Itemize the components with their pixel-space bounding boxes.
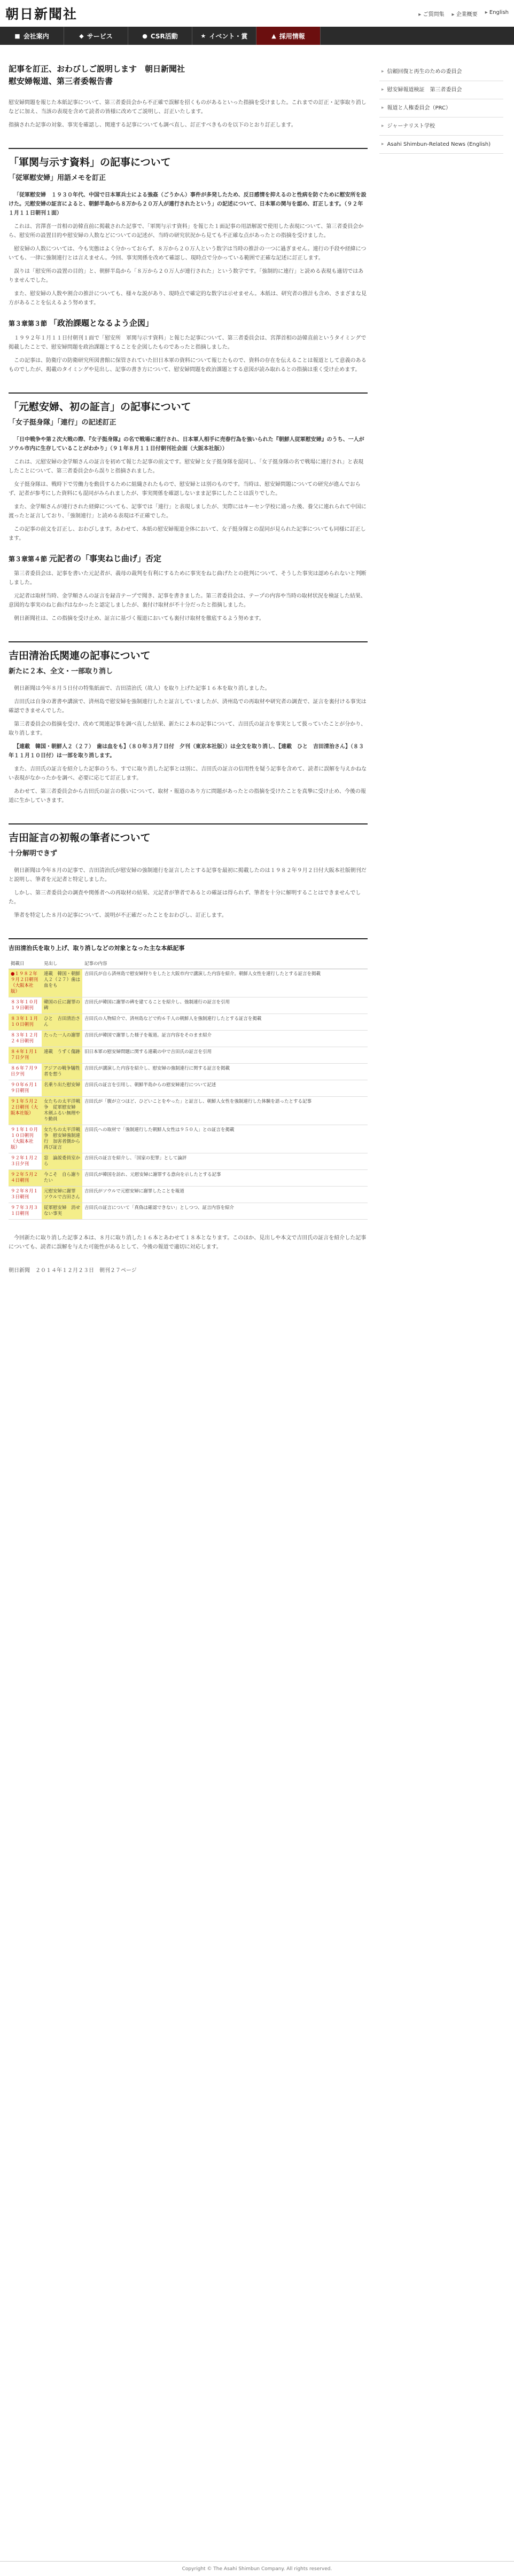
article-paragraph: １９９２年１月１１日付朝刊１面で「慰安所 軍関与示す資料」と報じた記事について、第三者委員会は、宮澤首相の訪韓直前というタイミングで掲載したことで、慰安婦問題を政治課題とすることを企図したものであったと指摘しました。 xyxy=(9,335,367,350)
intro-paragraph: 慰安婦問題を報じた本紙記事について、第三者委員会から不正確で誤解を招くものがあるといった指摘を受けました。これまでの訂正・記事取り消しなどに加え、当該の表現を含めて読者の皆様に改めてご説明し、訂正いたします。 xyxy=(9,100,367,115)
top-link-english[interactable]: ▸ English xyxy=(485,10,509,18)
table-row xyxy=(9,998,368,1014)
table-cell-date: ９２年５月２４日朝刊 xyxy=(9,1170,42,1187)
service-icon: ◆ xyxy=(79,32,84,40)
sidebar-link[interactable]: ▸ 慰安婦報道検証 第三者委員会 xyxy=(379,81,503,99)
table-row xyxy=(9,969,368,998)
article-paragraph: この記事の前文を訂正し、おわびします。あわせて、本紙の慰安婦報道全体において、女子挺身隊との混同が見られた記事についても同様に訂正します。 xyxy=(9,527,366,541)
table-cell-title: 連載 韓国・朝鮮人２（２７）歯は血をも xyxy=(42,969,82,998)
article-paragraph: 「従軍慰安婦 １９３０年代、中国で日本軍兵士による強姦（ごうかん）事件が多発したため、反日感情を抑えるのと性病を防ぐために慰安所を設けた。元慰安婦の証言によると、朝鮮半島から８万から２０万人が連行されたという」の記述について、日本軍の関与を認め、訂正します。（９２年１月１１日朝刊１面） xyxy=(9,192,367,216)
table-cell-content: 吉田氏が韓国で謝罪した様子を報道。証言内容をそのまま紹介 xyxy=(82,1031,368,1047)
event-icon: ★ xyxy=(200,32,206,40)
bullet-icon: ▸ xyxy=(381,123,384,129)
article-paragraph: これは、元慰安婦の金学順さんの証言を初めて報じた記事の前文です。慰安婦と女子挺身隊を混同し、「女子挺身隊の名で戦場に連行され」と表現したことについて、第三者委員会から誤りと指摘されました。 xyxy=(9,459,364,474)
table-cell-date: ８３年１１月１０日朝刊 xyxy=(9,1014,42,1031)
table-cell-title: 女たちの太平洋戦争 慰安婦強制連行 加害者側から再び証言 xyxy=(42,1125,82,1153)
table-cell-date: ８３年１２月２４日朝刊 xyxy=(9,1031,42,1047)
bullet-icon: ▸ xyxy=(381,105,384,111)
table-header: 見出し xyxy=(42,960,82,969)
article-paragraph: 第三者委員会は、記事を書いた元記者が、義母の裁判を有利にするために事実をねじ曲げたとの批判について、そうした事実は認められないと判断しました。 xyxy=(9,571,367,586)
table-cell-title: 連載 うずく傷跡 xyxy=(42,1047,82,1064)
nav-csr[interactable]: ● CSR活動 xyxy=(128,27,192,45)
sidebar-link[interactable]: ▸ 報道と人権委員会（PRC） xyxy=(379,99,503,117)
table-cell-title: 従軍慰安婦 消せない事実 xyxy=(42,1203,82,1220)
top-bar xyxy=(0,0,514,27)
table-cell-date: ９２年８月１３日朝刊 xyxy=(9,1187,42,1203)
table-row xyxy=(9,1064,368,1080)
chapter-title: 第３章第４節 元記者の「事実ねじ曲げ」否定 xyxy=(9,554,162,563)
article-paragraph: 第三者委員会の指摘を受け、改めて関連記事を調べ直した結果、新たに２本の記事について、吉田氏の証言を事実として扱っていたことが分かり、取り消します。 xyxy=(9,721,367,736)
table-row xyxy=(9,1153,368,1170)
section-subtitle: 新たに２本、全文・一部取り消し xyxy=(9,667,113,676)
table-cell-content: 吉田氏の証言を紹介し、「国家の犯罪」として論評 xyxy=(82,1153,368,1170)
table-cell-title: 窓 論説委員室から xyxy=(42,1153,82,1170)
table-row xyxy=(9,1031,368,1047)
chapter-title: 第３章第３節 「政治課題となるよう企図」 xyxy=(9,318,154,328)
table-row xyxy=(9,1170,368,1187)
table-cell-date: ９７年３月３１日朝刊 xyxy=(9,1203,42,1220)
table-cell-date: ８４年１月１７日夕刊 xyxy=(9,1047,42,1064)
table-cell-title: 韓国の丘に謝罪の碑 xyxy=(42,998,82,1014)
table-cell-date: ●１９８２年９月２日朝刊（大阪本社版） xyxy=(9,969,42,998)
article-paragraph: 【連載 韓国・朝鮮人２（２７） 歯は血をも】（８０年３月７日付 夕刊（東京本社版））は全文を取り消し、【連載 ひと 吉田清治さん】（８３年１１月１０日付）は一部を取り消します。 xyxy=(9,744,364,759)
bullet-icon: ▸ xyxy=(381,142,384,147)
table-cell-content: 吉田氏がソウルで元慰安婦に謝罪したことを報道 xyxy=(82,1187,368,1203)
nav-company[interactable]: ■ 会社案内 xyxy=(0,27,64,45)
article-paragraph: 朝日新聞は今年８月の記事で、吉田清治氏が慰安婦の強制連行を証言したとする記事を最初に掲載したのは１９８２年９月２日付大阪本社版朝刊だと説明し、筆者を元記者と特定しました。 xyxy=(9,868,367,883)
article-paragraph: 女子挺身隊は、戦時下で労働力を動員するために組織されたもので、慰安婦とは別のものです。当時は、慰安婦問題についての研究が進んでおらず、記者が参考にした資料にも混同がみられましたが、事実関係を確認しないまま記事にしたことは誤りでした。 xyxy=(9,482,361,497)
article-paragraph: 慰安婦の人数については、今も実態はよく分かっておらず、８万から２０万人という数字は当時の推計の一つに過ぎません。連行の手段や経緯についても、一律に強制連行とは言えません。今回、事実関係を改めて確認し、現時点で分かっている範囲で正確な記述に訂正します。 xyxy=(9,246,367,261)
table-cell-date: ９０年６月１９日朝刊 xyxy=(9,1080,42,1097)
table-row xyxy=(9,1080,368,1097)
table-header: 掲載日 xyxy=(9,960,42,969)
table-cell-title: ひと 吉田清治さん xyxy=(42,1014,82,1031)
copyright: Copyright © The Asahi Shimbun Company. All rights reserved. xyxy=(0,2561,514,2576)
top-links xyxy=(418,10,509,18)
table-cell-title: 女たちの太平洋戦争 従軍慰安婦 木剣ふるい無理やり動員 xyxy=(42,1097,82,1125)
article-paragraph: この記事は、防衛庁の防衛研究所図書館に保管されていた旧日本軍の資料について報じたもので、資料の存在を伝えることは報道として意義のあるものでしたが、掲載のタイミングや見出し、記事の書き方について、慰安婦問題を政治課題とする意図が読み取れるとの指摘は重く受け止めます。 xyxy=(9,358,367,373)
publication-date: 朝日新聞 ２０１４年１２月２３日 朝刊２７ページ xyxy=(9,1268,137,1274)
section-title: 「元慰安婦、初の証言」の記事について xyxy=(9,392,368,413)
table-row xyxy=(9,1047,368,1064)
table-cell-title: 今こそ 自ら謝りたい xyxy=(42,1170,82,1187)
table-cell-date: ８３年１０月１９日朝刊 xyxy=(9,998,42,1014)
table-cell-content: 吉田氏への取材で「強制連行した朝鮮人女性は９５０人」との証言を掲載 xyxy=(82,1125,368,1153)
article-paragraph: 朝日新聞社は、この指摘を受け止め、証言に基づく報道においても裏付け取材を徹底するよう努めます。 xyxy=(14,616,264,622)
article-paragraph: また、金学順さんが連行された経緯についても、記事では「連行」と表現しましたが、実際にはキーセン学校に通った後、養父に連れられて中国に渡ったと証言しており、「強制連行」と読める表現は不正確でした。 xyxy=(9,504,367,519)
bullet-icon: ▸ xyxy=(381,87,384,92)
sidebar xyxy=(379,63,503,1274)
article-paragraph: これは、宮澤喜一首相の訪韓直前に掲載された記事で、「軍関与示す資料」を報じた１面記事の用語解説で使用した表現について、第三者委員会から、慰安所の設置目的や慰安婦の人数などについての記述が、当時の研究状況から見ても不正確な点があったとの指摘を受けました。 xyxy=(9,224,364,239)
site-logo[interactable]: 朝日新聞社 xyxy=(5,6,78,22)
top-link-faq[interactable]: ▸ ご質問集 xyxy=(418,10,444,18)
nav-recruit[interactable]: ▲ 採用情報 xyxy=(256,27,321,45)
articles-table xyxy=(9,960,368,1220)
table-cell-date: ９２年１月２３日夕刊 xyxy=(9,1153,42,1170)
table-cell-title: 名乗り出た慰安婦 xyxy=(42,1080,82,1097)
table-cell-date: ９１年１０月１０日朝刊（大阪本社版） xyxy=(9,1125,42,1153)
closing-paragraph: 今回新たに取り消した記事２本は、８月に取り消した１６本とあわせて１８本となります。このほか、見出しや本文で吉田氏の証言を紹介した記事についても、読者に誤解を与えた可能性があるとして、今後の報道で適切に対応します。 xyxy=(9,1235,367,1250)
table-cell-content: 吉田氏が講演した内容を紹介し、慰安婦の強制連行に関する証言を掲載 xyxy=(82,1064,368,1080)
nav-service[interactable]: ◆ サービス xyxy=(64,27,128,45)
top-link-company[interactable]: ▸ 企業概要 xyxy=(451,10,477,18)
article-paragraph: あわせて、第三者委員会から吉田氏の証言の扱いについて、取材・報道のあり方に問題があったとの指摘を受けたことを真摯に受け止め、今後の報道に生かしていきます。 xyxy=(9,789,366,804)
article-paragraph: 朝日新聞は今年８月５日付の特集紙面で、吉田清治氏（故人）を取り上げた記事１６本を取り消しました。 xyxy=(14,686,270,692)
table-cell-content: 吉田氏が「腹が立つほど、ひどいことをやった」と証言し、朝鮮人女性を強制連行した体験を語ったとする記事 xyxy=(82,1097,368,1125)
person-icon: ▲ xyxy=(271,32,276,40)
article-paragraph: また、慰安婦の人数や割合の推計についても、様々な説があり、現時点で確定的な数字は示せません。本紙は、研究者の推計も含め、さまざまな見方があることを伝えるよう努めます。 xyxy=(9,291,367,306)
bullet-icon: ▸ xyxy=(381,69,384,74)
section-title: 吉田証言の初報の筆者について xyxy=(9,823,368,844)
section-subtitle: 十分解明できず xyxy=(9,850,58,858)
section-subtitle: 「従軍慰安婦」用語メモを訂正 xyxy=(9,174,106,182)
table-cell-content: 旧日本軍の慰安婦問題に関する連載の中で吉田氏の証言を引用 xyxy=(82,1047,368,1064)
article-paragraph: 誤りは「慰安所の設置の目的」と、朝鮮半島から「８万から２０万人が連行された」という数字です。「強制的に連行」と読める表現も適切ではありませんでした。 xyxy=(9,269,364,284)
table-header-row xyxy=(9,960,368,969)
article-paragraph: 筆者を特定した８月の記事について、説明が不正確だったことをおわびし、訂正します。 xyxy=(14,913,227,918)
table-cell-content: 吉田氏の証言を引用し、朝鮮半島からの慰安婦連行について記述 xyxy=(82,1080,368,1097)
table-title: 吉田清治氏を取り上げ、取り消しなどの対象となった主な本紙記事 xyxy=(9,938,368,952)
table-cell-content: 吉田氏の人物紹介で、済州島などで約６千人の朝鮮人を強制連行したとする証言を掲載 xyxy=(82,1014,368,1031)
section-title: 吉田清治氏関連の記事について xyxy=(9,641,368,662)
table-row xyxy=(9,1097,368,1125)
table-header: 記事の内容 xyxy=(82,960,368,969)
building-icon: ■ xyxy=(14,32,20,40)
global-nav xyxy=(0,27,514,45)
table-cell-title: 元慰安婦に謝罪 ソウルで吉田さん xyxy=(42,1187,82,1203)
sidebar-link[interactable]: ▸ 信頼回復と再生のための委員会 xyxy=(379,63,503,81)
table-cell-title: アジアの戦争犠牲者を想う xyxy=(42,1064,82,1080)
table-cell-date: ９１年５月２２日朝刊（大阪本社版） xyxy=(9,1097,42,1125)
table-cell-content: 吉田氏が韓国を訪れ、元慰安婦に謝罪する意向を示したとする記事 xyxy=(82,1170,368,1187)
intro-paragraph: 指摘された記事の対象、事実を確認し、関連する記事についても調べ直し、訂正すべきものを以下のとおり訂正します。 xyxy=(9,122,297,128)
table-cell-content: 吉田氏が自ら済州島で慰安婦狩りをしたと大阪市内で講演した内容を紹介。朝鮮人女性を連行したとする証言を掲載 xyxy=(82,969,368,998)
table-row xyxy=(9,1014,368,1031)
main-content xyxy=(9,63,368,1274)
table-row xyxy=(9,1187,368,1203)
sidebar-link[interactable]: ▸ ジャーナリスト学校 xyxy=(379,117,503,136)
table-cell-content: 吉田氏の証言について「真偽は確認できない」としつつ、証言内容を紹介 xyxy=(82,1203,368,1220)
article-paragraph: 元記者は取材当時、金学順さんの証言を録音テープで聞き、記事を書きました。第三者委員会は、テープの内容や当時の取材状況を検証した結果、意図的な事実のねじ曲げはなかったと認定しましたが、裏付け取材が不十分だったと指摘しました。 xyxy=(9,593,366,608)
nav-event[interactable]: ★ イベント・賞 xyxy=(192,27,256,45)
section-title: 「軍関与示す資料」の記事について xyxy=(9,148,368,169)
article-paragraph: また、吉田氏の証言を紹介した記事のうち、すでに取り消した記事とは別に、吉田氏の証言の信用性を疑う記事を含めて、読者に誤解を与えかねない表現がなかったかを調べ、必要に応じて訂正します。 xyxy=(9,766,367,781)
leaf-icon: ● xyxy=(142,32,147,40)
section-subtitle: 「女子挺身隊」「連行」の記述訂正 xyxy=(9,419,116,427)
table-row xyxy=(9,1125,368,1153)
page-title: 記事を訂正、おわびしご説明します 朝日新聞社 慰安婦報道、第三者委報告書 xyxy=(9,64,185,86)
article-paragraph: 吉田氏は自身の著書や講演で、済州島で慰安婦を強制連行したと証言していましたが、済州島での再取材や研究者の調査で、証言を裏付ける事実は確認できませんでした。 xyxy=(9,699,367,714)
article-paragraph: 「日中戦争や第２次大戦の際、『女子挺身隊』の名で戦場に連行され、日本軍人相手に売春行為を強いられた『朝鮮人従軍慰安婦』のうち、一人がソウル市内に生存していることがわかり」（９１年８月１１日付朝刊社会面（大阪本社版）） xyxy=(9,437,364,452)
table-cell-content: 吉田氏が韓国に謝罪の碑を建てることを紹介し、強制連行の証言を引用 xyxy=(82,998,368,1014)
table-cell-title: たった一人の謝罪 xyxy=(42,1031,82,1047)
table-row xyxy=(9,1203,368,1220)
sidebar-link[interactable]: ▸ Asahi Shimbun-Related News (English) xyxy=(379,136,503,154)
article-paragraph: しかし、第三者委員会の調査や関係者への再取材の結果、元記者が筆者であるとの確証は得られず、筆者を十分に解明することはできませんでした。 xyxy=(9,890,361,905)
table-cell-date: ８６年７月９日夕刊 xyxy=(9,1064,42,1080)
